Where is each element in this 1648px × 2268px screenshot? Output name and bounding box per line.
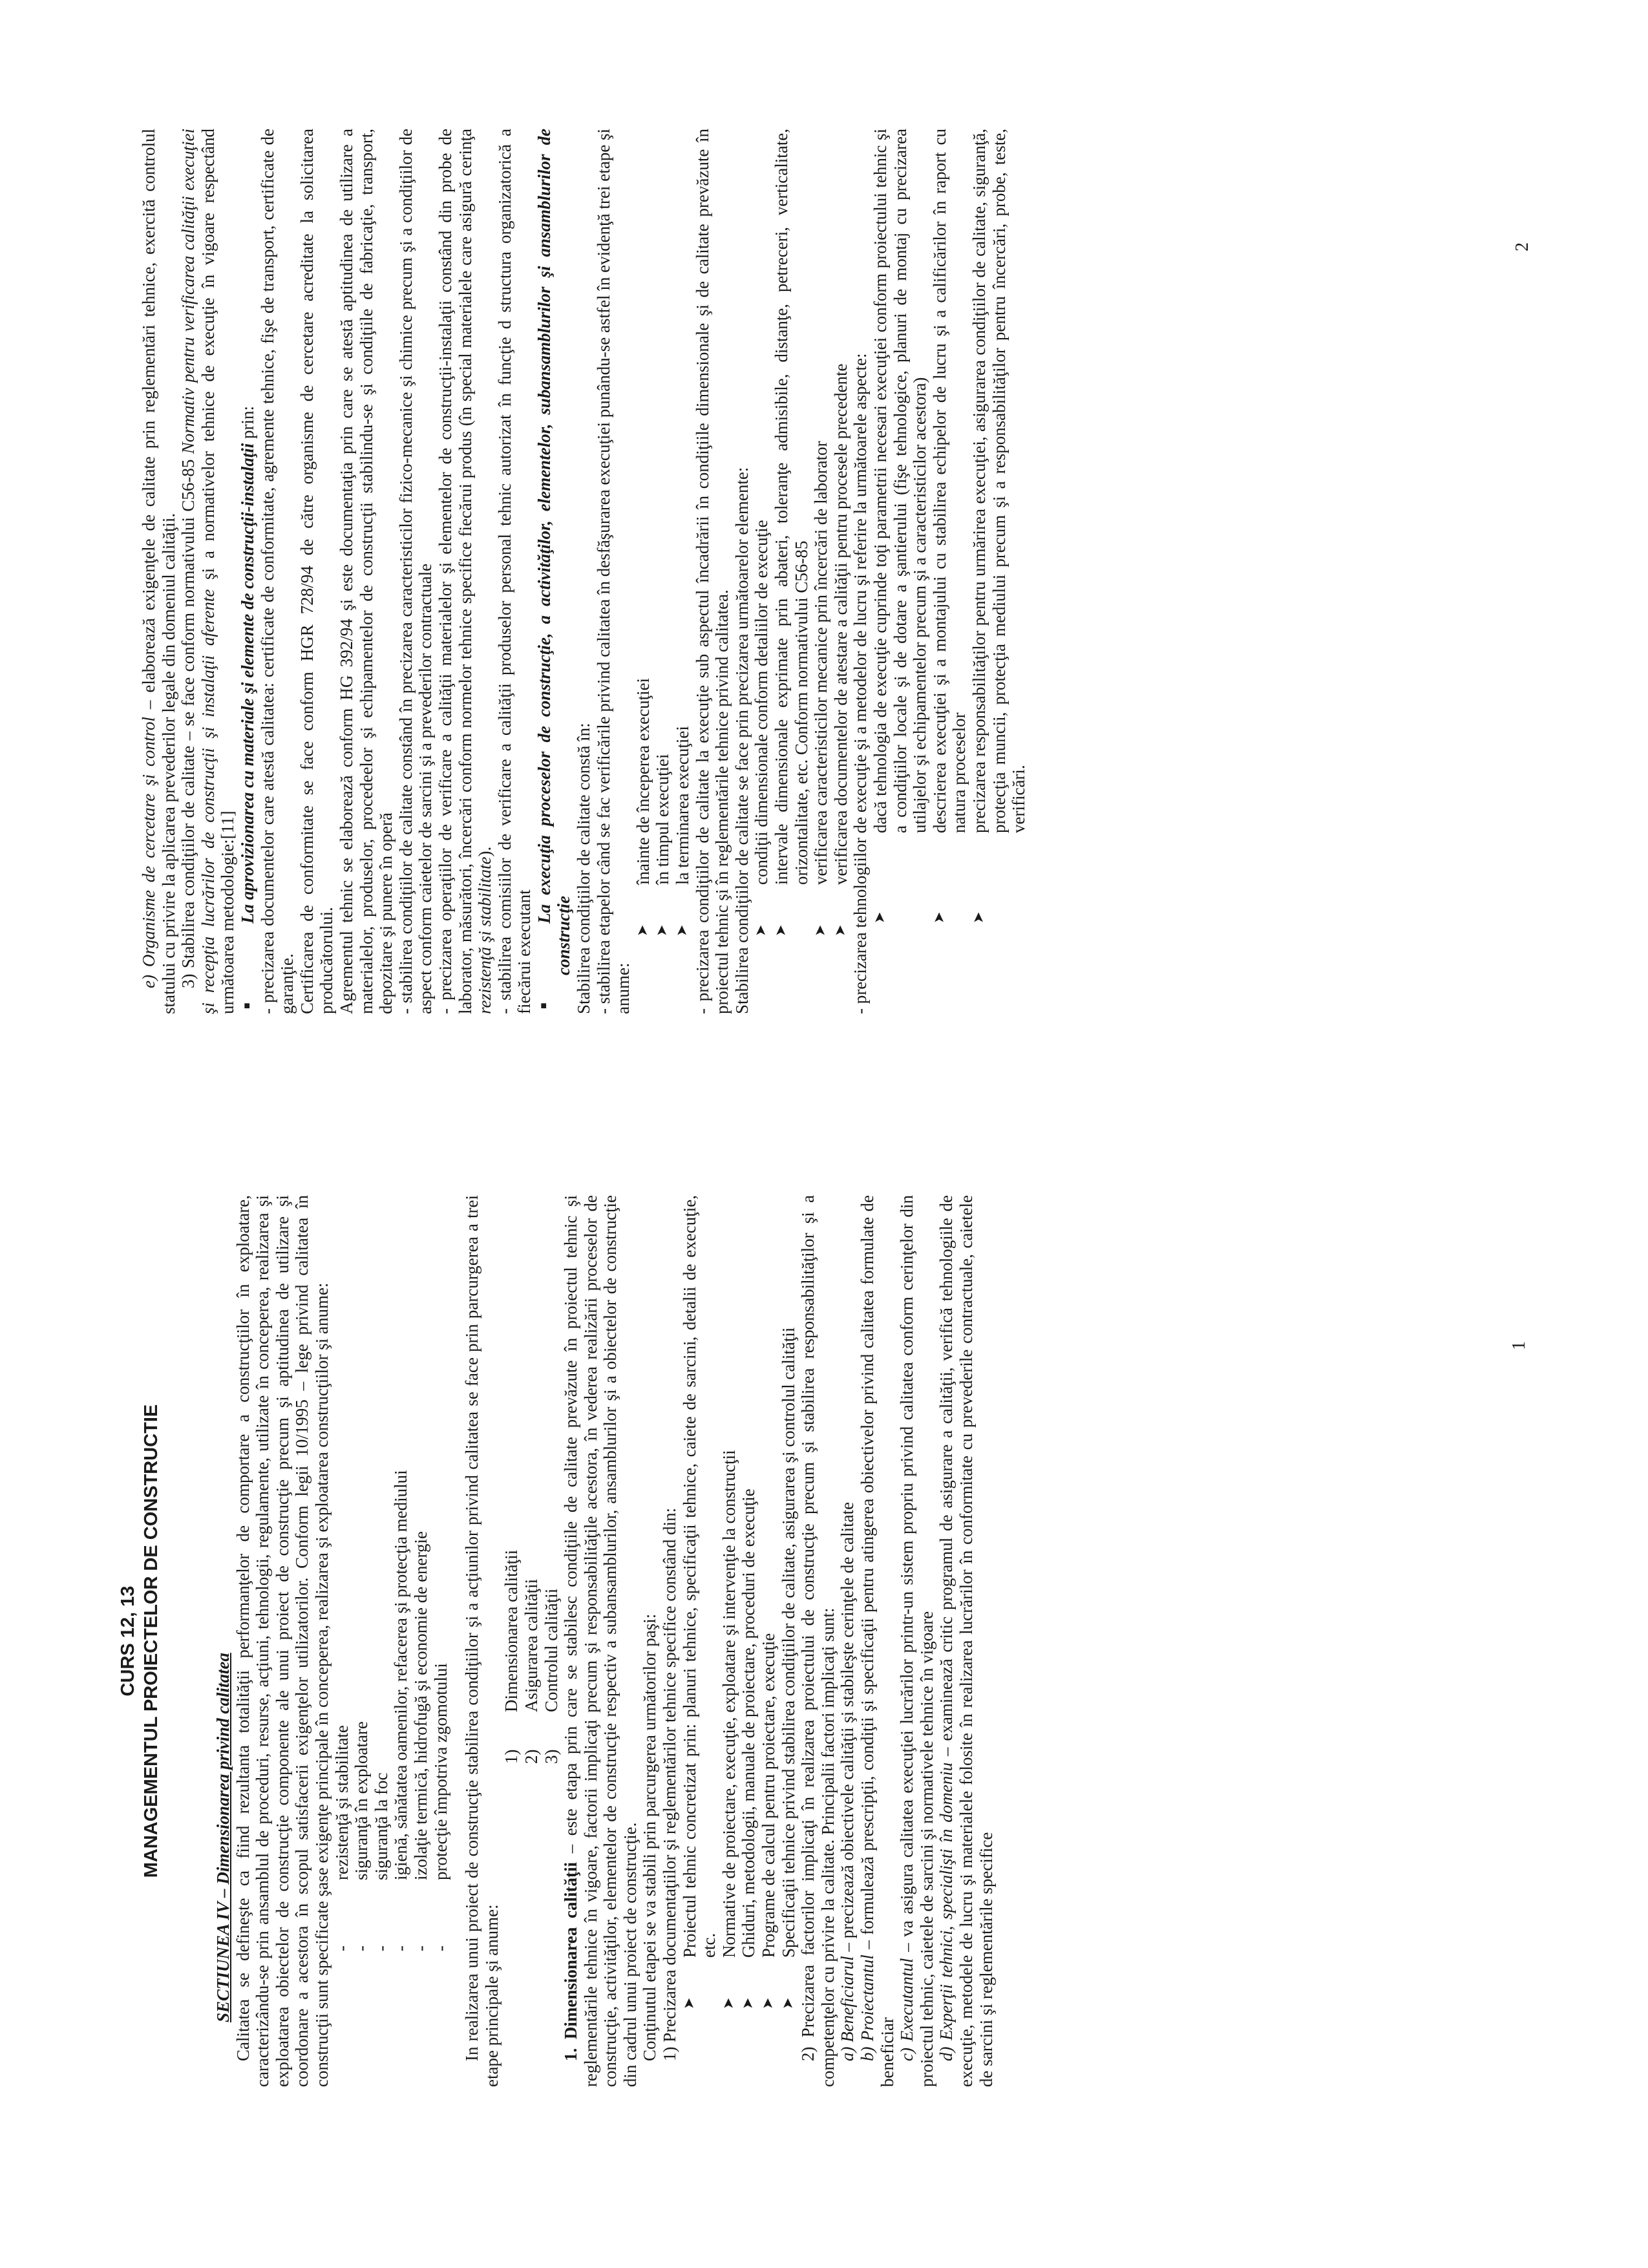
precision-paragraph: - precizarea condiţiilor de calitate la execuţie sub aspectul încadrării în condiţiile dimensionale şi de calitate prevăzute în proiectul tehnic şi în reglementările tehnice privind calitatea. bbox=[692, 129, 732, 1014]
document-item bbox=[680, 1195, 719, 2087]
arrowhead-bullet-icon: ➤ bbox=[931, 911, 947, 924]
document-item bbox=[739, 1195, 759, 2087]
document-title: MANAGEMENTUL PROIECTELOR DE CONSTRUCTIE bbox=[141, 1404, 162, 1878]
condition-element-item-text: verificarea documentelor de atestare a calităţii pentru procesele precedente bbox=[830, 363, 850, 885]
execution-stage-item bbox=[653, 129, 673, 1014]
intro-paragraph: Calitatea se defineşte ca fiind rezultanta totalităţii performanţelor de comportare a construcţiilor în exploatare, caracterizându-se prin ansamblul de proceduri, resurse, acţiuni, tehnologii, regulamente, utilizate în conceperea, realizarea şi exploatarea obiectelor de construcţie componente ale unui proiect de construcţie precum şi aptitudinea de utilizare şi coordonare a acestora în scopul satisfacerii exigenţelor utilizatorilor. Conform legii 10/1995 – lege privind calitatea în construcţii sunt specificate şase exigenţe principale în conceperea, realizarea şi exploatarea construcţiilor şi anume: bbox=[233, 1195, 332, 2087]
page-1-column bbox=[116, 1195, 996, 2087]
committees-paragraph: - stabilirea comisiilor de verificare a calităţii produselor personal tehnic autorizat în funcţie d structura organizatorică a fiecărui executant bbox=[494, 129, 534, 1014]
requirement-item: - igienă, sănătatea oamenilor, refacerea şi protecţia mediului bbox=[391, 1195, 411, 2087]
factor-text: – formulează prescripţii, condiţii şi specificaţii pentru atingerea obiectivelor privind calitatea formulate de beneficiar bbox=[858, 1195, 897, 2087]
document-item bbox=[779, 1195, 799, 2087]
arrowhead-bullet-icon: ➤ bbox=[760, 1997, 777, 2009]
document-item-text: Proiectul tehnic concretizat prin: planuri tehnice, specificaţii tehnice, caiete de sarcini, detalii de execuţie, etc. bbox=[679, 1195, 719, 1958]
stages-list bbox=[502, 1195, 561, 2087]
factor-item bbox=[858, 1195, 897, 2087]
execution-stage-item-text: la terminarea execuţiei bbox=[673, 726, 693, 885]
factor-label: a) Beneficiarul bbox=[838, 1956, 858, 2061]
requirement-item: - siguranţă în exploatare bbox=[352, 1195, 372, 2087]
condition-element-item-text: intervale dimensionale exprimate prin abateri, toleranţe admisibile, distanţe, petreceri, verticalitate, orizontalitate, etc. Conform normativului C56-85 bbox=[772, 129, 811, 885]
document-item bbox=[719, 1195, 739, 2087]
factor-label: d) Experţii tehnici, specialişti în domeniu bbox=[936, 1762, 956, 2061]
page-number-2: 2 bbox=[1512, 242, 1532, 251]
arrowhead-bullet-icon: ➤ bbox=[779, 1997, 796, 2009]
step-2: 2) Precizarea factorilor implicaţi în realizarea proiectului de construcţie precum şi stabilirea responsabilităţilor şi a competenţelor cu privire la calitate. Principalii factori implicaţi sunt: bbox=[798, 1195, 838, 2087]
square-bullet-icon: ■ bbox=[538, 1002, 549, 1009]
aspect-item-text: precizarea responsabilităţilor pentru urmărirea execuţiei, asigurarea condiţiilor de calitate, siguranţă, protecţia muncii, protecţia mediului precum şi a responsabilităţilor pentru încercări, probe, teste, verificări. bbox=[969, 129, 1029, 833]
document-item-text: Normative de proiectare, execuţie, exploatare şi intervenţie la construcţii bbox=[719, 1450, 739, 1958]
execution-intro: Stabilirea condiţiilor de calitate constă în: bbox=[574, 723, 594, 1014]
condition-element-item bbox=[772, 129, 811, 1014]
requirement-item: - protecţie împotriva zgomotului bbox=[431, 1195, 451, 2087]
arrowhead-bullet-icon: ➤ bbox=[773, 924, 789, 937]
factor-item bbox=[897, 1195, 936, 2087]
execution-stage-item-text: în timpul execuţiei bbox=[653, 754, 673, 885]
stage-label: Dimensionarea calităţii bbox=[502, 1549, 522, 1712]
factor-label: c) Executantul bbox=[897, 1958, 917, 2061]
three-stages-list bbox=[633, 129, 693, 1014]
stage-number: 2) bbox=[521, 1749, 541, 1764]
condition-element-item-text: condiţii dimensionale conform detaliilor de execuţie bbox=[752, 520, 772, 885]
aspect-item bbox=[969, 129, 1029, 1014]
factor-text: – va asigura calitatea execuţiei lucrărilor printr-un sistem propriu privind calitatea conform cerinţelor din proiectul tehnic, caietele de sarcini şi normativele tehnice în vigoare bbox=[897, 1195, 936, 2087]
conditions-intro: Stabilirea condiţiilor de calitate se face prin precizarea următoarelor elemente: bbox=[732, 467, 752, 1014]
document-item bbox=[759, 1195, 779, 2087]
aspect-item-text: descrierea execuţiei şi a montajului cu stabilirea echipelor de lucru şi a calificărilor în raport cu natura proceselor bbox=[929, 129, 969, 833]
elements-list bbox=[752, 129, 850, 1014]
dimensioning-paragraph: 1. Dimensionarea calităţii – este etapa prin care se stabilesc condiţiile de calitate prevăzute în proiectul tehnic şi reglementările tehnice în vigoare, factorii implicaţi precum şi responsabilităţile acestora, în vederea realizării proceselor de construcţie, activităţilor, elementelor de construcţie respectiv a subansamblurilor, ansamblurilor şi a obiectelor de construcţie din cadrul unui proiect de construcţie. bbox=[561, 1194, 640, 2087]
execution-stages: - stabilirea etapelor când se fac verificările privind calitatea în desfăşurarea execuţiei punându-se astfel în evidenţă trei etape şi anume: bbox=[593, 129, 633, 1014]
factor-item bbox=[936, 1195, 996, 2087]
document-item-text: Programe de calcul pentru proiectare, execuţie bbox=[759, 1633, 779, 1958]
aspect-item bbox=[871, 129, 930, 1014]
factor-e: e) Organisme de cercetare şi control – elaborează exigenţele de calitate prin reglementări tehnice, exercită controlul statului cu privire la aplicarea prevederilor legale din domeniul calităţii. bbox=[139, 129, 178, 1014]
materials-paragraphs bbox=[258, 129, 436, 1014]
stage-number: 3) bbox=[541, 1749, 561, 1764]
factors-list bbox=[838, 1195, 996, 2087]
course-label: CURS 12, 13 bbox=[118, 1585, 138, 1697]
requirements-list bbox=[332, 1195, 451, 2087]
requirement-item: - izolaţie termică, hidrofugă şi economie de energie bbox=[411, 1195, 431, 2087]
condition-element-item-text: verificarea caracteristicilor mecanice prin încercări de laborator bbox=[811, 441, 831, 885]
execution-stage-item bbox=[633, 129, 653, 1014]
requirement-item: - rezistenţă şi stabilitate bbox=[332, 1195, 352, 2087]
stage-label: Asigurarea calităţii bbox=[521, 1578, 541, 1712]
condition-element-item bbox=[811, 129, 831, 1014]
stage-item bbox=[522, 1195, 542, 2087]
arrowhead-bullet-icon: ➤ bbox=[832, 924, 849, 937]
arrowhead-bullet-icon: ➤ bbox=[654, 924, 671, 937]
section-title: SECTIUNEA IV – Dimensionarea privind calitatea bbox=[213, 1653, 233, 2022]
document-item-text: Specificaţii tehnice privind stabilirea condiţiilor de calitate, asigurarea şi controlul calităţii bbox=[778, 1327, 798, 1958]
materials-heading: ■ La aprovizionarea cu materiale şi elemente de construcţii-instalaţii prin: bbox=[237, 406, 257, 1009]
arrowhead-bullet-icon: ➤ bbox=[674, 924, 691, 937]
stages-intro: In realizarea unui proiect de construcţie stabilirea condiţiilor şi a acţiunilor privind calitatea se face prin parcurgerea a trei etape principale şi anume: bbox=[462, 1195, 502, 2087]
aspect-item-text: dacă tehnologia de execuţie cuprinde toţi parametrii necesari execuţiei conform proiectului tehnic şi a condiţiilor locale şi de dotare a şantierului (fişe tehnologice, planuri de montaj cu precizarea utilajelor şi echipamentelor precum şi a caracteristicilor acestora) bbox=[870, 129, 930, 833]
condition-element-item bbox=[752, 129, 772, 1014]
arrowhead-bullet-icon: ➤ bbox=[634, 924, 651, 937]
stage-item bbox=[542, 1195, 562, 2087]
factor-text: – examinează critic programul de asigurare a calităţii, verifică tehnologiile de execuţie, metodele de lucru şi materialele folosite în realizarea lucrărilor în conformitate cu prevederile contractuale, caietele de sarcini şi reglementările specifice bbox=[936, 1195, 996, 2087]
materials-paragraph: - stabilirea condiţiilor de calitate constând în precizarea caracteristicilor fizico-mecanice şi chimice precum şi a condiţiilor de aspect conform caietelor de sarcini şi a prevederilor contractuale bbox=[396, 129, 436, 1014]
steps-intro: Conţinutul etapei se va stabili prin parcurgerea următorilor paşi: bbox=[640, 1613, 660, 2061]
step-3: 3) Stabilirea condiţiilor de calitate – se face conform normativului C56-85 Normativ pentru verificarea calităţii execuţiei şi recepţia lucrărilor de construcţii şi instalaţii aferente şi a normativelor tehnice de execuţie în vigoare respectând următoarea metodologie:[11] bbox=[178, 128, 238, 1014]
materials-paragraph: Agrementul tehnic se elaborează conform HG 392/94 şi este documentaţia prin care se atestă aptitudinea de utilizare a materialelor, produselor, procedeelor şi echipamentelor de construcţii stabilindu-se şi condiţiile de fabricaţie, transport, depozitare şi punere în operă bbox=[336, 129, 396, 1014]
materials-paragraph: Certificarea de conformitate se face conform HGR 728/94 de către organisme de cercetare acreditate la solicitarea producătorului. bbox=[297, 129, 337, 1014]
execution-stage-item bbox=[673, 129, 693, 1014]
arrowhead-bullet-icon: ➤ bbox=[871, 911, 888, 924]
arrowhead-bullet-icon: ➤ bbox=[681, 1997, 697, 2009]
page-number-1: 1 bbox=[1509, 1341, 1529, 1350]
arrowhead-bullet-icon: ➤ bbox=[720, 1997, 737, 2009]
arrowhead-bullet-icon: ➤ bbox=[753, 924, 770, 937]
materials-paragraph: - precizarea documentelor care atestă calitatea: certificate de conformitate, agremente tehnice, fişe de transport, certificate de garanţie. bbox=[257, 129, 297, 1014]
execution-stage-item-text: înainte de începerea execuţiei bbox=[633, 677, 653, 885]
page-2-column bbox=[139, 129, 1029, 1014]
technologies-paragraph: - precizarea tehnologiilor de execuţie şi a metodelor de lucru şi referire la următoarele aspecte: bbox=[850, 353, 871, 1014]
factor-text: – precizează obiectivele calităţii şi stabileşte cerinţele de calitate bbox=[838, 1501, 858, 1956]
step-1: 1) Precizarea documentaţiilor şi reglementărilor tehnice specifice constând din: bbox=[660, 1507, 680, 2061]
documents-list bbox=[680, 1195, 799, 2087]
requirement-item: - siguranţă la foc bbox=[372, 1195, 392, 2087]
stage-label: Controlul calităţii bbox=[541, 1588, 561, 1712]
stage-number: 1) bbox=[502, 1749, 522, 1764]
aspects-list bbox=[871, 129, 1029, 1014]
arrowhead-bullet-icon: ➤ bbox=[970, 911, 987, 924]
condition-element-item bbox=[831, 129, 851, 1014]
execution-heading: ■ La execuţia proceselor de construcţie, a activităţilor, elementelor, subansamblurilor şi ansamblurilor de construcţie bbox=[534, 129, 574, 1009]
factor-item bbox=[838, 1195, 858, 2087]
square-bullet-icon: ■ bbox=[241, 1002, 253, 1009]
aspect-item bbox=[930, 129, 969, 1014]
verification-paragraph: - precizarea operaţiilor de verificare a calităţii materialelor şi elementelor de construcţii-instalaţii constând din probe de laborator, măsurători, încercări conform normelor tehnice specifice fiecărui produs (în special materialele care asigură cerinţa rezistenţă şi stabilitate). bbox=[435, 129, 495, 1014]
arrowhead-bullet-icon: ➤ bbox=[740, 1997, 757, 2009]
document-item-text: Ghiduri, metodologii, manuale de proiectare, proceduri de execuţie bbox=[739, 1489, 759, 1958]
factor-label: b) Proiectantul bbox=[858, 1955, 877, 2061]
stage-item bbox=[502, 1195, 522, 2087]
arrowhead-bullet-icon: ➤ bbox=[812, 924, 829, 937]
